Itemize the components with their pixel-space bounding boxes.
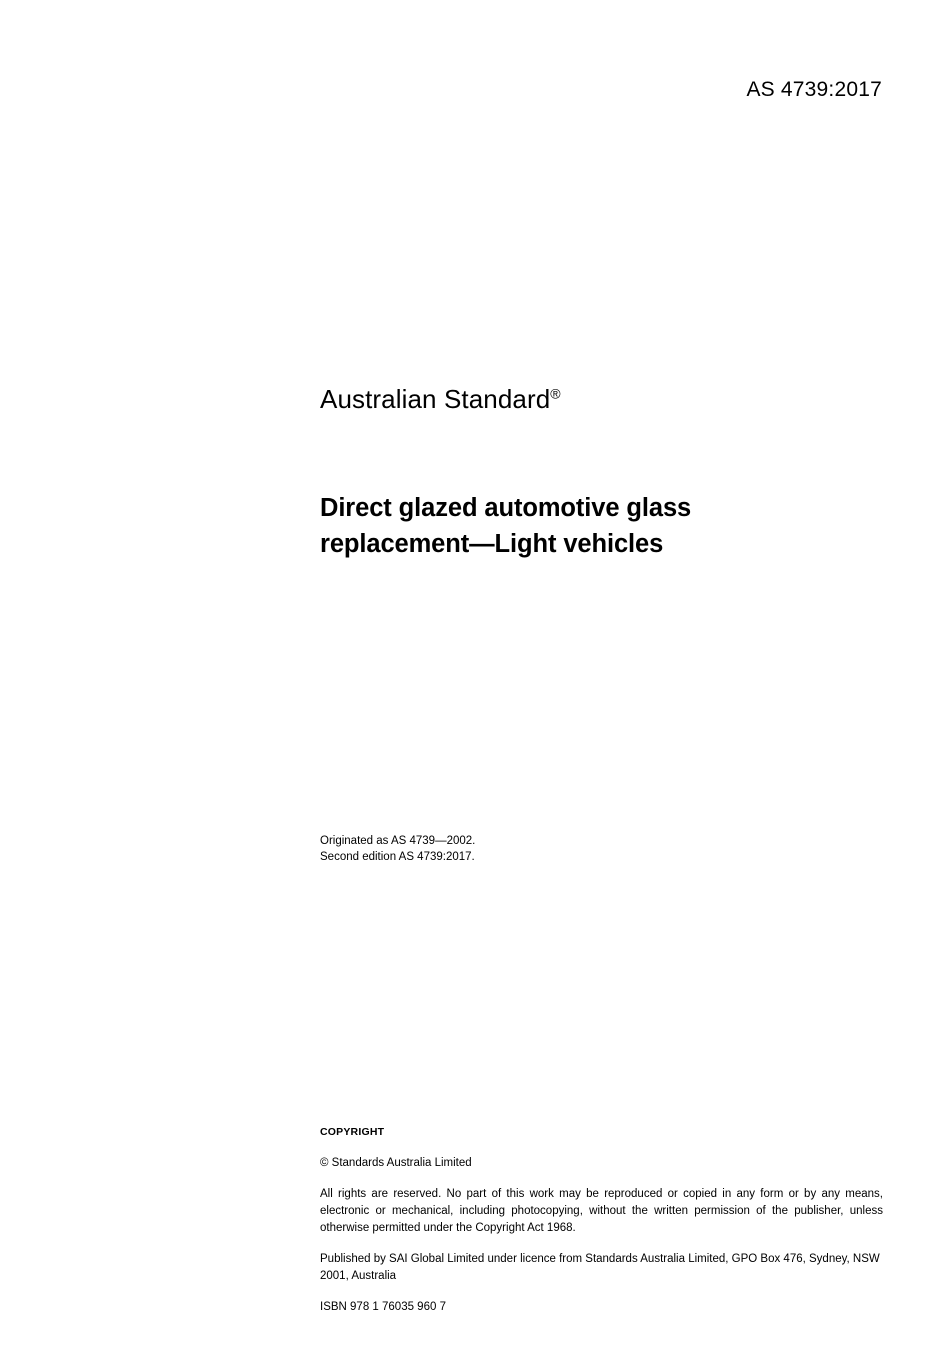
document-number: AS 4739:2017 xyxy=(746,78,882,101)
copyright-isbn: ISBN 978 1 76035 960 7 xyxy=(320,1300,446,1313)
edition-history xyxy=(320,833,475,866)
edition-second: Second edition AS 4739:2017. xyxy=(320,851,475,864)
edition-originated: Originated as AS 4739—2002. xyxy=(320,835,476,847)
copyright-publisher: Published by SAI Global Limited under licence from Standards Australia Limited, GPO Box 476, Sydney, NSW 2001, Australia xyxy=(320,1252,880,1282)
series-title-text: Australian Standard xyxy=(320,384,551,414)
copyright-owner: © Standards Australia Limited xyxy=(320,1156,472,1169)
series-title xyxy=(320,384,561,415)
copyright-heading: COPYRIGHT xyxy=(320,1126,385,1138)
copyright-rights-statement: All rights are reserved. No part of this work may be reproduced or copied in any form or by any means, electronic or mechanical, including photocopying, without the written permission of the publisher, unless otherwise permitted under the Copyright Act 1968. xyxy=(320,1187,883,1234)
page-title: Direct glazed automotive glass replacement—Light vehicles xyxy=(320,494,692,559)
copyright-block xyxy=(320,1125,883,1316)
registered-mark-icon: ® xyxy=(550,385,561,402)
